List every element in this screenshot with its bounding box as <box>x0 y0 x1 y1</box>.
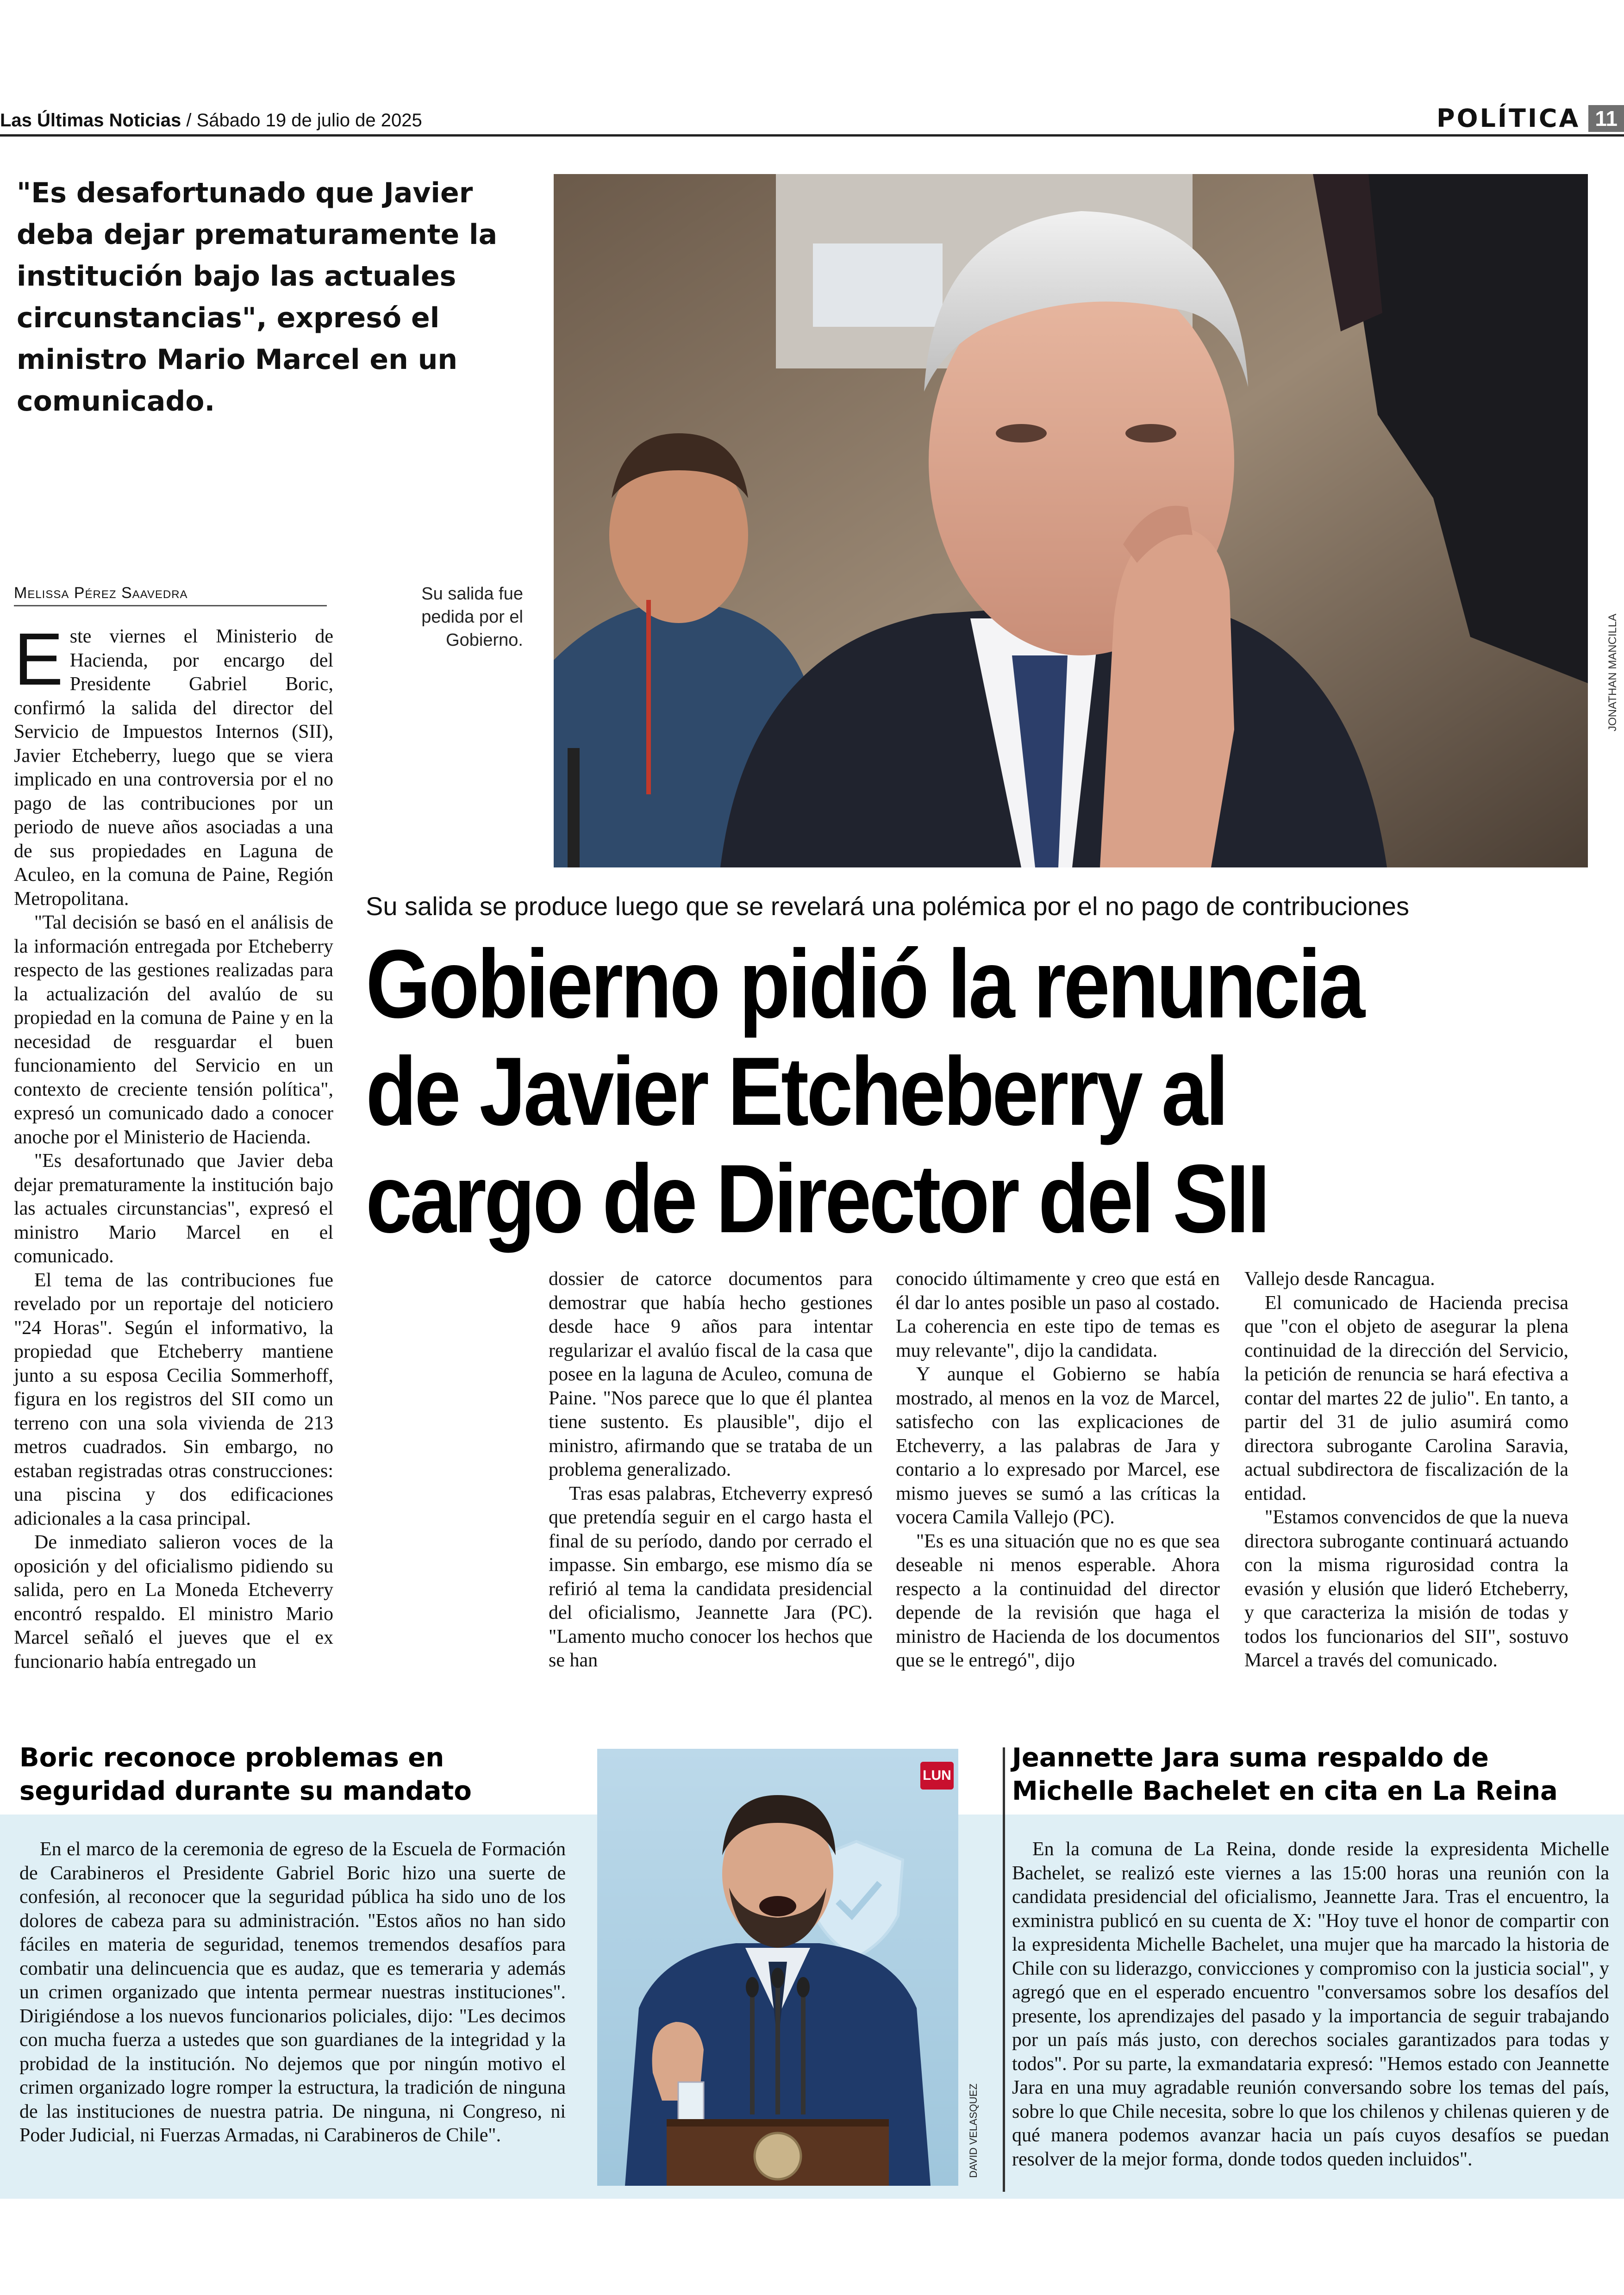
boric-photo-illustration <box>597 1749 958 2186</box>
publication-name: Las Últimas Noticias <box>0 110 181 131</box>
article-paragraph: dossier de catorce documentos para demostrar que había hecho gestiones desde hace 9 años para intentar regularizar el avalúo fiscal de la casa que posee en la laguna de Aculeo, comuna de Paine. "Nos parece que lo que él plantea tiene sustento. Es plausible", dijo el ministro, afirmando que se trataba de un problema generalizado. <box>549 1268 873 1480</box>
article-paragraph: Y aunque el Gobierno se había mostrado, al menos en la voz de Marcel, satisfecho con las explicaciones de Etcheverry, a las palabras de Jara y contario a lo expresado por Marcel, ese mismo jueves se sumó a las críticas la vocera Camila Vallejo (PC). <box>896 1364 1220 1528</box>
box-right-title: Jeannette Jara suma respaldo de Michelle Bachelet en cita en La Reina <box>1012 1743 1558 1806</box>
dateline-separator: / <box>186 110 192 131</box>
box-left-text <box>19 1838 566 2148</box>
main-photo-illustration <box>554 174 1588 867</box>
publication-dateline <box>0 110 422 131</box>
byline: Melissa Pérez Saavedra <box>14 584 327 606</box>
publication-date: Sábado 19 de julio de 2025 <box>196 110 422 131</box>
article-paragraph: El comunicado de Hacienda precisa que "con el objeto de asegurar la plena continuidad de la dirección del Servicio, la petición de renuncia se hará efectiva a contar del martes 22 de julio". En tanto, a partir del 31 de julio asumirá como directora subrogante Carolina Saravia, actual subdirectora de fiscalización de la entidad. <box>1244 1292 1568 1504</box>
article-column-4 <box>1244 1267 1568 1673</box>
section-header <box>1437 104 1624 133</box>
main-photo <box>554 174 1588 867</box>
photo-credit-main: JONATHAN MANCILLA <box>1606 613 1619 731</box>
article-paragraph: Tras esas palabras, Etcheverry expresó que pretendía seguir en el cargo hasta el final de su período, dando por cerrado el impasse. Sin embargo, ese mismo día se refirió al tema la candidata presidencial del oficialismo, Jeannette Jara (PC). "Lamento mucho conocer los hechos que se han <box>549 1483 873 1671</box>
article-paragraph: "Es es una situación que no es que sea deseable ni menos esperable. Ahora respecto a la continuidad del director depende de la revisión que haga el ministro de Hacienda de los documentos que se le entregó", dijo <box>896 1530 1220 1671</box>
article-column-1 <box>14 617 333 1674</box>
article-paragraph: conocido últimamente y creo que está en él dar lo antes posible un paso al costado. La coherencia en este tipo de temas es muy relevante", dijo la candidata. <box>896 1268 1220 1361</box>
article-paragraph: "Es desafortunado que Javier deba dejar prematuramente la institución bajo las actuales circunstancias", expresó el ministro Mario Marcel en el comunicado. <box>14 1150 333 1267</box>
boric-photo <box>597 1749 958 2186</box>
headline: Gobierno pidió la renuncia de Javier Etcheberry al cargo de Director del SII <box>366 929 1363 1253</box>
page-number: 11 <box>1588 105 1624 132</box>
drop-cap: E <box>14 617 63 700</box>
kicker: Su salida se produce luego que se revelará una polémica por el no pago de contribuciones <box>366 892 1409 921</box>
section-title: POLÍTICA <box>1437 104 1580 133</box>
box-divider <box>1003 1747 1005 2192</box>
article-paragraph: El tema de las contribuciones fue revelado por un reportaje del noticiero "24 Horas". Según el informativo, la propiedad que Etcheberry mantiene junto a su esposa Cecilia Sommerhoff, figura en los registros del SII como un terreno con una sola vivienda de 213 metros cuadrados. Sin embargo, no estaban registradas otras construcciones: una piscina y dos edificaciones adicionales a la casa principal. <box>14 1269 333 1529</box>
box-right-text <box>1012 1838 1609 2171</box>
article-paragraph: De inmediato salieron voces de la oposición y del oficialismo pidiendo su salida, pero en La Moneda Etcheverry encontró respaldo. El ministro Mario Marcel señaló el jueves que el ex funcionario había entregado un <box>14 1532 333 1672</box>
box-right-paragraph: En la comuna de La Reina, donde reside la expresidenta Michelle Bachelet, se realizó este viernes a las 15:00 horas una reunión con la candidata presidencial del oficialismo, Jeannette Jara. Tras el encuentro, la exministra publicó en su cuenta de X: "Hoy tuve el honor de compartir con la expresidenta Michelle Bachelet, una mujer que ha marcado la historia de Chile con su liderazgo, convicciones y compromiso con la justicia social", y agregó que en el esperado encuentro "conversamos sobre los desafíos del presente, los aprendizajes del pasado y la importancia de seguir trabajando por un país más justo, con derechos sociales garantizados para todas y todos". Por su parte, la exmandataria expresó: "Hemos estado con Jeannette Jara en una muy agradable reunión conversando sobre los temas del país, sobre lo que Chile necesita, sobre lo que los chilenos y chilenas quieren y de qué manera podemos avanzar hacia un país cuyos desafíos se puedan resolver de la mejor forma, donde todos queden incluidos". <box>1012 1839 1609 2170</box>
pull-quote: "Es desafortunado que Javier deba dejar prematuramente la institución bajo las actuales circunstancias", expresó el ministro Mario Marcel en un comunicado. <box>17 177 498 418</box>
article-paragraph: "Tal decisión se basó en el análisis de la información entregada por Etcheberry respecto de las gestiones realizadas para la actualización del avalúo de su propiedad en la comuna de Paine y en la necesidad de resguardar el buen funcionamiento del Servicio en un contexto de creciente tensión política", expresó un comunicado dado a conocer anoche por el Ministerio de Hacienda. <box>14 912 333 1148</box>
article-column-3 <box>896 1267 1220 1673</box>
article-paragraph-text: ste viernes el Ministerio de Hacienda, por encargo del Presidente Gabriel Boric, confirmó la salida del director del Servicio de Impuestos Internos (SII), Javier Etcheberry, luego que se viera implicado en una controversia por el no pago de las contribuciones por un periodo de nueve años asociadas a una de sus propiedades en Laguna de Aculeo, en la comuna de Paine, Región Metropolitana. <box>14 626 333 910</box>
photo-caption: Su salida fue pedida por el Gobierno. <box>421 584 523 650</box>
article-paragraph: "Estamos convencidos de que la nueva directora subrogante continuará actuando con la misma rigurosidad contra la evasión y elusión que lideró Etcheberry, y que caracteriza la misión de todas y todos los funcionarios del SII", sostuvo Marcel a través del comunicado. <box>1244 1507 1568 1671</box>
header-rule <box>0 134 1624 137</box>
box-left-paragraph: En el marco de la ceremonia de egreso de la Escuela de Formación de Carabineros el Presidente Gabriel Boric hizo una suerte de confesión, al reconocer que la seguridad pública ha sido uno de los dolores de cabeza para su administración. "Estos años no han sido fáciles en materia de seguridad, tenemos tremendos desafíos para combatir una delincuencia que es audaz, que es temeraria y además un crimen organizado que intenta permear nuestras instituciones". Dirigiéndose a los nuevos funcionarios policiales, dijo: "Les decimos con mucha fuerza a ustedes que son guardianes de la integridad y la probidad de la institución. No dejemos que por ningún motivo el crimen organizado logre romper la estructura, la tradición de ninguna de las instituciones de nuestra patria. De ninguna, ni Congreso, ni Poder Judicial, ni Fuerzas Armadas, ni Carabineros de Chile". <box>19 1839 566 2146</box>
article-column-2 <box>549 1267 873 1673</box>
box-left-title: Boric reconoce problemas en seguridad durante su mandato <box>19 1743 472 1806</box>
photo-credit-boric: DAVID VELASQUEZ <box>968 2083 979 2178</box>
lun-logo: LUN <box>920 1762 954 1790</box>
article-paragraph: Vallejo desde Rancagua. <box>1244 1268 1435 1290</box>
article-paragraph <box>14 617 333 911</box>
